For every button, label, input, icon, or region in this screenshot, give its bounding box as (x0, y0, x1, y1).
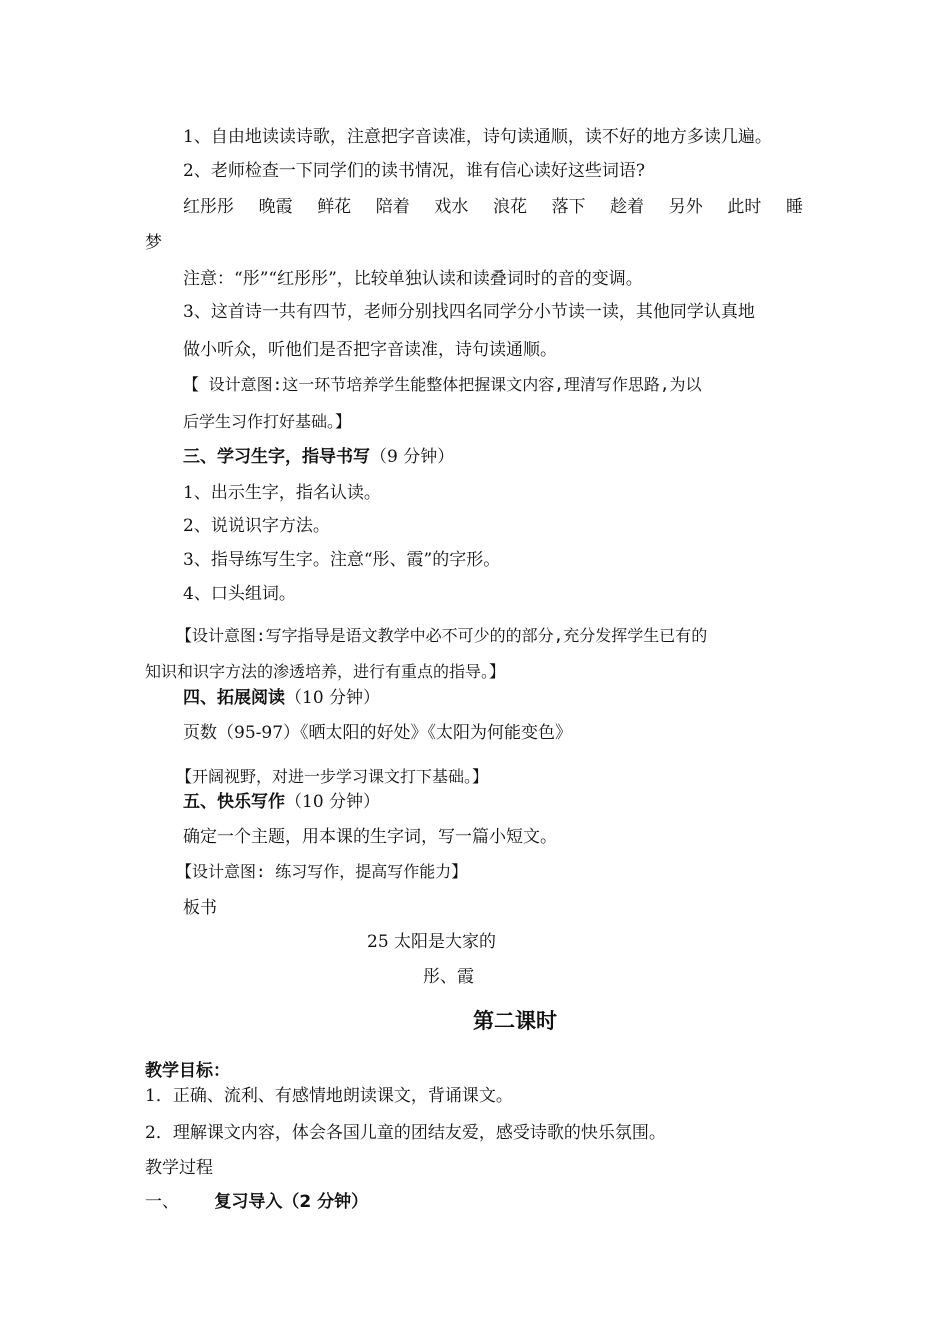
char-step-2: 2、说说识字方法。 (183, 516, 330, 536)
vocab-word: 晚霞 (258, 197, 293, 217)
design-intent-1: 【 设计意图:这一环节培养学生能整体把握课文内容,理清写作思路,为以 (183, 375, 702, 394)
step-teacher-check: 2、老师检查一下同学们的读书情况，谁有信心读好这些词语? (183, 161, 645, 181)
process-step-1-title: 复习导入（2 分钟） (214, 1192, 369, 1212)
teaching-goal-2: 2．理解课文内容，体会各国儿童的团结友爱，感受诗歌的快乐氛围。 (145, 1123, 666, 1143)
char-step-3: 3、指导练写生字。注意“彤、霞”的字形。 (183, 550, 501, 570)
design-intent-2: 【设计意图:写字指导是语文教学中必不可少的的部分,充分发挥学生已有的 (176, 626, 708, 645)
vocab-word-wrap: 梦 (145, 233, 162, 253)
section-heading-4-time: （10 分钟） (285, 688, 381, 708)
vocab-word: 浪花 (492, 197, 527, 217)
step-section-reading-cont: 做小听众，听他们是否把字音读准，诗句读通顺。 (183, 340, 557, 360)
step-read-freely: 1、自由地读读诗歌，注意把字音读准，诗句读通顺，读不好的地方多读几遍。 (183, 127, 772, 147)
section-title-second-lesson: 第二课时 (473, 1009, 557, 1033)
teaching-goal-1: 1．正确、流利、有感情地朗读课文，背诵课文。 (145, 1086, 513, 1106)
section-heading-3 (183, 446, 454, 468)
section-heading-4 (183, 687, 380, 709)
design-intent-4: 【设计意图: 练习写作，提高写作能力】 (176, 862, 468, 881)
pronunciation-note: 注意：“彤”“红彤彤”，比较单独认读和读叠词时的音的变调。 (183, 269, 643, 289)
vocab-word: 陪着 (375, 197, 410, 217)
board-characters: 彤、霞 (423, 967, 474, 987)
char-step-1: 1、出示生字，指名认读。 (183, 483, 381, 503)
vocab-word: 另外 (668, 197, 703, 217)
reading-pages: 页数（95-97）《晒太阳的好处》《太阳为何能变色》 (183, 723, 573, 743)
vocab-word: 此时 (727, 197, 762, 217)
board-lesson-title: 25 太阳是大家的 (367, 932, 497, 952)
teaching-goals-label: 教学目标： (145, 1061, 230, 1081)
section-heading-5-time: （10 分钟） (285, 792, 381, 812)
section-heading-4-title: 四、拓展阅读 (183, 688, 285, 708)
design-intent-3: 【开阔视野，对进一步学习课文打下基础。】 (176, 767, 489, 786)
step-section-reading: 3、这首诗一共有四节，老师分别找四名同学分小节读一读，其他同学认真地 (183, 302, 755, 322)
section-heading-3-title: 三、学习生字，指导书写 (183, 447, 370, 467)
design-intent-1-cont: 后学生习作打好基础。】 (183, 412, 352, 431)
char-step-4: 4、口头组词。 (183, 584, 296, 604)
section-heading-5-title: 五、快乐写作 (183, 792, 285, 812)
vocab-word: 趁着 (610, 197, 645, 217)
vocab-word: 落下 (551, 197, 586, 217)
vocabulary-row (183, 196, 803, 218)
writing-task: 确定一个主题，用本课的生字词，写一篇小短文。 (183, 827, 557, 847)
section-heading-5 (183, 791, 380, 813)
vocab-word: 戏水 (434, 197, 469, 217)
design-intent-2-cont: 知识和识字方法的渗透培养，进行有重点的指导。】 (145, 662, 506, 681)
section-heading-3-time: （9 分钟） (370, 447, 455, 467)
process-step-1-number: 一、 (145, 1192, 179, 1212)
vocab-word: 鲜花 (317, 197, 352, 217)
vocab-word: 红彤彤 (183, 197, 234, 217)
board-label: 板书 (183, 898, 217, 918)
teaching-process-label: 教学过程 (145, 1158, 213, 1178)
process-step-1 (145, 1191, 368, 1213)
vocab-word: 睡 (785, 197, 803, 217)
